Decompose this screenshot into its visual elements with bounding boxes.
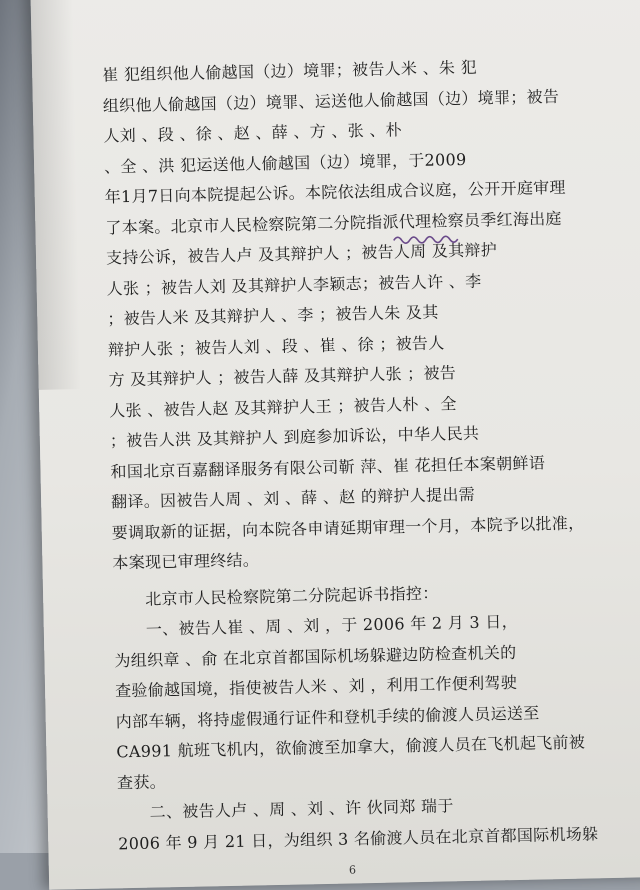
page-number: 6 (348, 863, 357, 877)
handwritten-underline (392, 231, 462, 246)
body-line: 为组织章 、俞 在北京首都国际机场躲避边防检查机关的 (114, 642, 517, 670)
body-line: 人刘 、段 、徐 、赵 、薛 、方 、张 、朴 (103, 120, 403, 146)
body-line: 查验偷越国境，指使被告人米 、刘 ，利用工作便利驾驶 (114, 672, 518, 701)
body-line: 崔 犯组织他人偷越国（边）境罪；被告人米 、朱 犯 (102, 57, 478, 85)
body-line: 本案现已审理终结。 (112, 550, 260, 573)
body-line: CA991 航班飞机内，欲偷渡至加拿大，偷渡人员在飞机起飞前被 (116, 732, 586, 762)
body-line: 要调取新的证据，向本院各申请延期审理一个月，本院予以批准， (111, 513, 585, 542)
page-fold-shadow (30, 0, 81, 390)
body-line: 内部车辆，将持虚假通行证件和登机手续的偷渡人员运送至 (115, 702, 540, 731)
body-line: 二、被告人卢 、周 、刘 、许 伙同郑 瑞于 (149, 796, 454, 822)
body-line: 和国北京百嘉翻译服务有限公司靳 萍、崔 花担任本案朝鲜语 (110, 452, 546, 481)
body-line: 2006 年 9 月 21 日，为组织 3 名偷渡人员在北京首都国际机场躲 (118, 823, 599, 853)
body-line: 辩护人张 ；被告人刘 、段 、崔 、徐 ；被告人 (107, 332, 445, 359)
body-line: 、全 、洪 犯运送他人偷越国（边）境罪，于2009 (103, 149, 467, 176)
body-line: 了本案。北京市人民检察院第二分院指派代理检察员季红海出庭 (105, 208, 562, 237)
body-line: 方 及其辩护人 ；被告人薛 及其辩护人张 ；被告 (108, 363, 457, 390)
body-line: 年1月7日向本院提起公诉。本院依法组成合议庭，公开开庭审理 (104, 177, 566, 207)
body-line: 人张 、被告人赵 及其辩护人王 ；被告人朴 、全 (109, 393, 457, 420)
body-line: ；被告人洪 及其辩护人 到庭参加诉讼，中华人民共 (109, 423, 480, 451)
section-heading: 北京市人民检察院第二分院起诉书指控： (144, 583, 439, 609)
body-line: 人张 ；被告人刘 及其辩护人李颖志；被告人许 、李 (106, 271, 482, 298)
document-page (30, 0, 640, 890)
body-line: 一、被告人崔 、周 、刘 ，于 2006 年 2 月 3 日， (145, 611, 519, 639)
body-line: 支持公诉，被告人卢 及其辩护人 ；被告人周 及其辩护 (105, 240, 498, 268)
body-line: ；被告人米 及其辩护人 、李 ；被告人朱 及其 (107, 302, 439, 329)
body-line: 查获。 (116, 771, 167, 792)
page-body (102, 50, 599, 859)
body-line: 翻译。因被告人周 、刘 、薛 、赵 的辩护人提出需 (110, 484, 476, 512)
body-line: 组织他人偷越国（边）境罪、运送他人偷越国（边）境罪；被告 (102, 86, 560, 116)
